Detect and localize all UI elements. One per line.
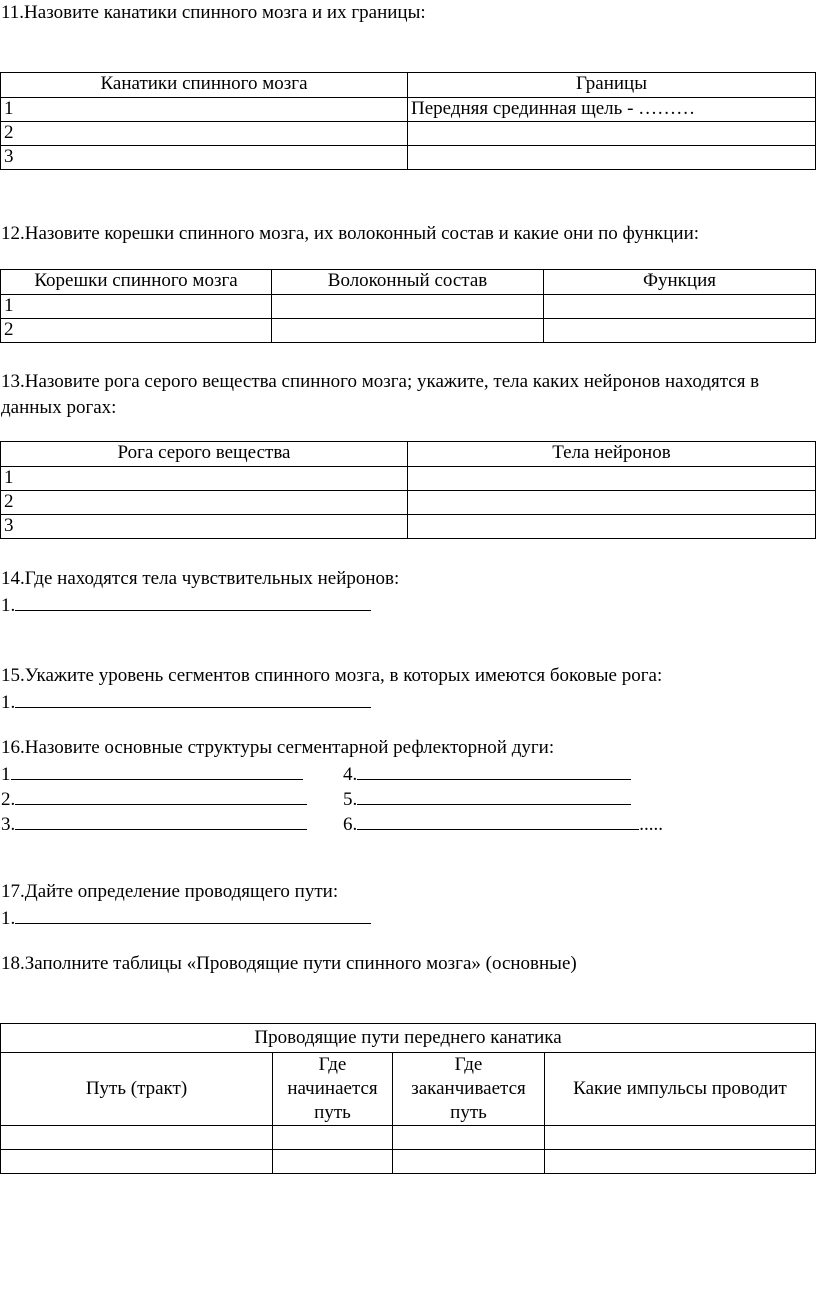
question-11-title: 11.Назовите канатики спинного мозга и их границы: [1,2,426,23]
table-18-header-start: Где начинается путь [273,1053,393,1126]
answer-16-1[interactable] [1,760,303,788]
table-cell[interactable] [273,1126,393,1150]
table-cell[interactable]: 2 [1,122,408,146]
answer-16-3[interactable] [1,810,307,838]
question-12-title: 12.Назовите корешки спинного мозга, их волоконный состав и какие они по функции: [1,223,700,244]
table-18-header-impulses: Какие импульсы проводит [545,1053,816,1126]
table-cell[interactable] [272,295,544,319]
answer-number: 2. [1,789,16,810]
table-cell[interactable]: 1 [1,295,272,319]
answer-blank-line[interactable] [11,760,303,780]
answer-blank-line[interactable] [15,688,371,708]
table-cell[interactable] [544,295,816,319]
table-cell[interactable] [393,1126,545,1150]
table-cell[interactable]: 1 [1,467,408,491]
table-13-header-horns: Рога серого вещества [1,442,408,467]
table-cell[interactable] [545,1126,816,1150]
question-16-title: 16.Назовите основные структуры сегментарной рефлекторной дуги: [1,737,555,758]
table-18-header-path: Путь (тракт) [1,1053,273,1126]
table-row [1,515,816,539]
answer-blank-line[interactable] [15,904,371,924]
question-18-title: 18.Заполните таблицы «Проводящие пути спинного мозга» (основные) [1,953,577,974]
table-row [1,295,816,319]
table-row [1,146,816,170]
table-11-header-cords: Канатики спинного мозга [1,73,408,98]
table-11-header-borders: Границы [408,73,816,98]
question-15-title: 15.Укажите уровень сегментов спинного мозга, в которых имеются боковые рога: [1,665,663,686]
table-row [1,467,816,491]
table-cell[interactable] [1,1126,273,1150]
table-12 [0,269,816,343]
table-cell[interactable]: 3 [1,146,408,170]
answer-14[interactable] [1,591,371,619]
table-row [1,491,816,515]
answer-number: 1. [1,692,16,713]
table-cell[interactable] [408,491,816,515]
table-cell[interactable]: 3 [1,515,408,539]
answer-16-6[interactable] [343,810,663,838]
table-cell[interactable] [272,319,544,343]
answer-15[interactable] [1,688,371,716]
table-cell[interactable] [408,122,816,146]
answer-16-2[interactable] [1,785,307,813]
answer-number: 1. [1,908,16,929]
question-17-title: 17.Дайте определение проводящего пути: [1,881,339,902]
answer-blank-line[interactable] [357,810,639,830]
answer-blank-line[interactable] [15,785,307,805]
answer-16-5[interactable] [343,785,631,813]
table-row [1,122,816,146]
answer-number: 5. [343,789,358,810]
table-13 [0,441,816,539]
table-13-header-neurons: Тела нейронов [408,442,816,467]
table-cell[interactable]: 2 [1,319,272,343]
table-cell[interactable] [545,1150,816,1174]
answer-blank-line[interactable] [357,760,631,780]
trailing-dots: ..... [639,814,663,835]
table-cell[interactable]: 1 [1,98,408,122]
table-row [1,98,816,122]
question-13-title: 13.Назовите рога серого вещества спинного мозга; укажите, тела каких нейронов находятся в данных рогах: [1,371,760,418]
answer-number: 1. [1,595,16,616]
table-cell[interactable] [273,1150,393,1174]
table-12-header-fibers: Волоконный состав [272,270,544,295]
table-11 [0,72,816,170]
table-12-header-function: Функция [544,270,816,295]
table-18 [0,1023,816,1174]
table-cell[interactable] [408,467,816,491]
table-cell[interactable]: Передняя срединная щель - ……… [408,98,816,122]
table-row [1,1126,816,1150]
table-cell[interactable] [408,146,816,170]
question-14-title: 14.Где находятся тела чувствительных нейронов: [1,568,400,589]
table-cell[interactable] [393,1150,545,1174]
table-cell[interactable] [1,1150,273,1174]
answer-17[interactable] [1,904,371,932]
answer-number: 1 [1,764,11,785]
answer-number: 6. [343,814,358,835]
table-18-title: Проводящие пути переднего канатика [1,1024,816,1053]
answer-number: 4. [343,764,358,785]
answer-number: 3. [1,814,16,835]
answer-blank-line[interactable] [357,785,631,805]
table-row [1,1150,816,1174]
table-12-header-roots: Корешки спинного мозга [1,270,272,295]
answer-blank-line[interactable] [15,591,371,611]
table-cell[interactable]: 2 [1,491,408,515]
answer-blank-line[interactable] [15,810,307,830]
table-cell[interactable] [408,515,816,539]
table-18-header-end: Где заканчивается путь [393,1053,545,1126]
table-row [1,319,816,343]
table-cell[interactable] [544,319,816,343]
answer-16-4[interactable] [343,760,631,788]
